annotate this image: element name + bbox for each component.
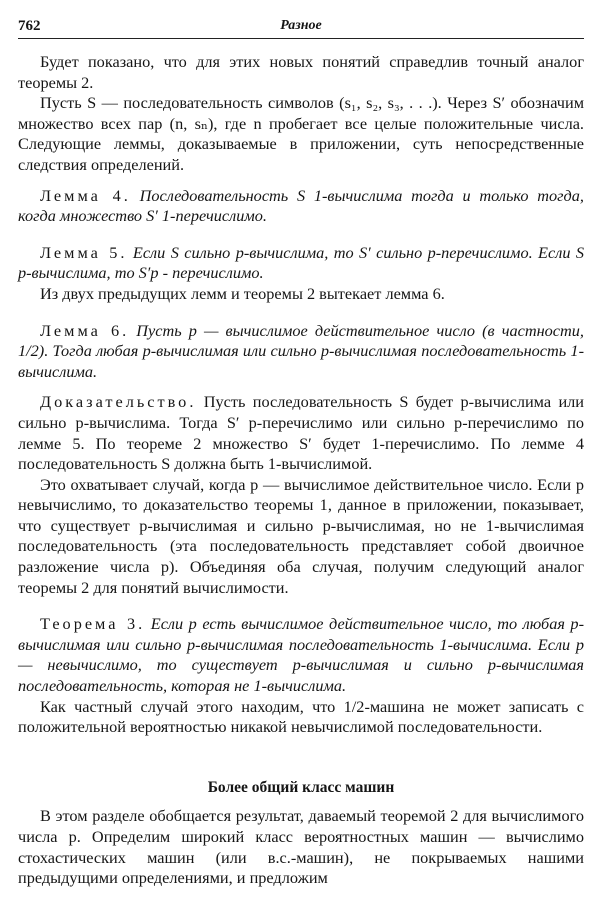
running-title: Разное — [280, 18, 322, 33]
lemma-4 — [18, 186, 584, 227]
page-body — [18, 52, 584, 889]
paragraph-definition: Пусть S — последовательность символов (s₁, s₂, s₃, . . .). Через S′ обозначим множество всех пар (n, sₙ), где n пробегает все целые положительные числа. Следующие леммы, доказываемые в приложении, суть непосредственные следствия определений. — [18, 93, 584, 174]
lemma-5-label: Лемма 5. — [40, 242, 128, 262]
lemma-6 — [18, 321, 584, 383]
section-heading: Более общий класс машин — [207, 778, 395, 796]
paragraph-section-intro: В этом разделе обобщается результат, даваемый теоремой 2 для вычислимого числа p. Определим широкий класс вероятностных машин — вычислимо стохастических машин (или в.с.-машин), не покрываемых нашими предыдущими определениями, и предложим — [18, 806, 584, 888]
theorem-3 — [18, 614, 584, 696]
paragraph-lemma6-intro: Из двух предыдущих лемм и теоремы 2 вытекает лемма 6. — [40, 283, 445, 303]
lemma-5 — [18, 243, 584, 284]
paragraph-corollary: Как частный случай этого находим, что 1/2-машина не может записать с положительной вероятностью никакой невычислимой последовательности. — [18, 696, 584, 737]
book-page — [18, 14, 584, 889]
proof — [18, 392, 584, 474]
lemma-6-text: Пусть p — вычислимое действительное число (в частности, 1/2). Тогда любая p-вычислимая или сильно p-вычислимая последовательность 1-вычислима. — [18, 320, 584, 381]
paragraph-cases: Это охватывает случай, когда p — вычислимое действительное число. Если p невычислимо, то доказательство теоремы 1, данное в приложении, показывает, что существует p-вычислимая и сильно p-вычислимая, но не 1-вычислимая последовательность (эта последовательность представляет собой двоичное разложение числа p). Объединяя оба случая, получим следующий аналог теоремы 2 для понятий вычислимости. — [18, 474, 584, 597]
page-number: 762 — [18, 18, 41, 34]
theorem-3-text: Если p есть вычислимое действительное число, то любая p-вычислимая или сильно p-вычислимая последовательность 1-вычислима. Если p — невычислимо, то существует p-вычислимая и сильно p-вычислимая последовательность, которая не 1-вычислима. — [18, 614, 584, 696]
page-header — [18, 14, 584, 39]
lemma-5-text: Если S сильно p-вычислима, то S′ сильно p-перечислимо. Если S p-вычислима, то S′p - перечислимо. — [18, 242, 584, 283]
theorem-3-label: Теорема 3. — [40, 614, 146, 634]
paragraph-intro: Будет показано, что для этих новых понятий справедлив точный аналог теоремы 2. — [18, 52, 584, 92]
proof-label: Доказательство. — [40, 392, 197, 412]
lemma-4-label: Лемма 4. — [40, 185, 131, 205]
lemma-4-text: Последовательность S 1-вычислима тогда и только тогда, когда множество S′ 1-перечислимо. — [18, 185, 584, 226]
proof-text: Пусть последовательность S будет p-вычислима или сильно p-вычислима. Тогда S′ p-перечислимо или сильно p-перечислимо по лемме 5. По теореме 2 множество S′ будет 1-перечислимо. По лемме 4 последовательность S должна быть 1-вычислимой. — [18, 392, 584, 474]
lemma-6-label: Лемма 6. — [40, 320, 130, 340]
